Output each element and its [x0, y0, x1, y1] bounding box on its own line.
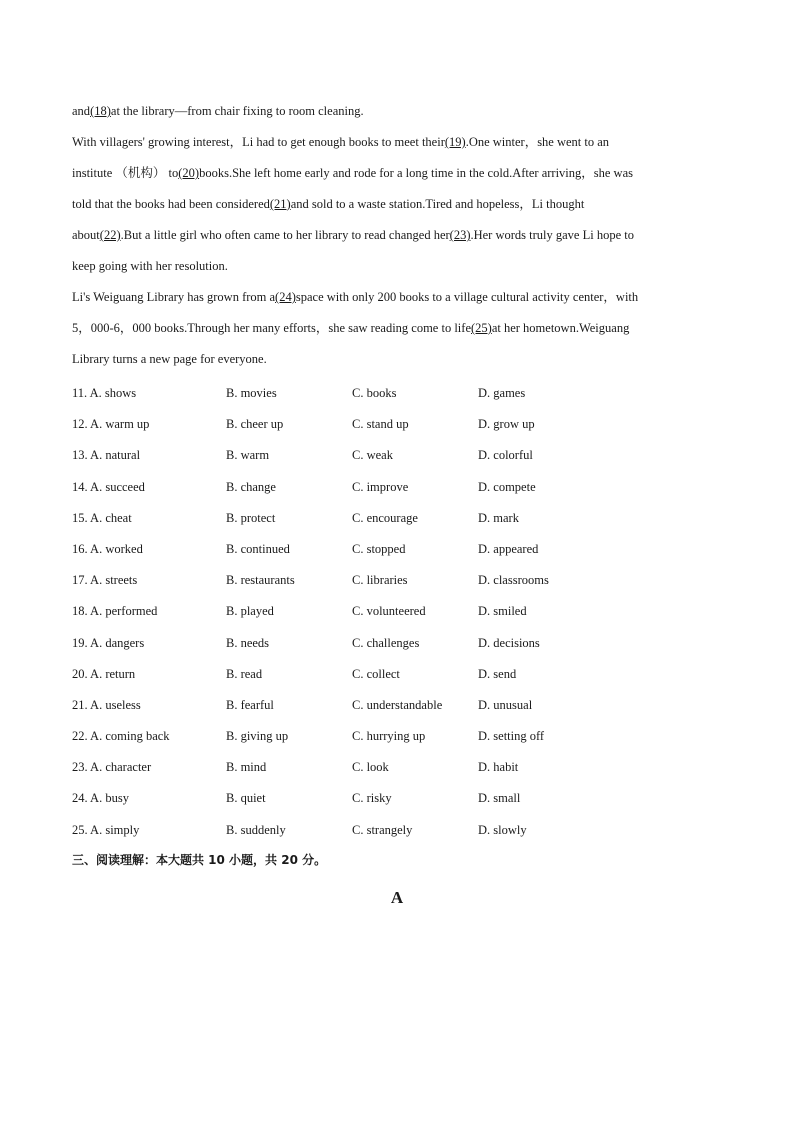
option-c: C. understandable — [352, 697, 443, 712]
question-row — [72, 534, 722, 565]
passage-text: .Her words truly gave Li hope to — [470, 228, 634, 242]
question-row — [72, 409, 722, 440]
passage-text: books.She left home early and rode for a long time in the cold.After arriving，she was — [199, 166, 633, 180]
option-b: B. movies — [226, 386, 277, 400]
question-row — [72, 472, 722, 503]
option-a: 23. A. character — [72, 760, 152, 775]
option-c: C. volunteered — [352, 604, 426, 619]
passage-line — [72, 313, 722, 344]
option-b: B. protect — [226, 510, 276, 525]
question-row — [72, 596, 722, 627]
option-d: D. appeared — [478, 541, 539, 556]
passage-text: Library turns a new page for everyone. — [72, 352, 267, 366]
cloze-passage — [72, 96, 722, 375]
option-c: C. risky — [352, 791, 392, 806]
option-b: B. played — [226, 604, 274, 619]
section-heading: 三、阅读理解：本大题共 10 小题，共 20 分。 — [72, 853, 327, 867]
passage-line — [72, 189, 722, 220]
passage-line — [72, 344, 722, 375]
option-c: C. stopped — [352, 541, 406, 556]
blank-number: (23) — [449, 228, 471, 242]
question-row — [72, 503, 722, 534]
option-d: D. colorful — [478, 448, 533, 463]
passage-text: keep going with her resolution. — [72, 259, 228, 273]
option-c: C. improve — [352, 479, 409, 494]
option-a: 19. A. dangers — [72, 635, 145, 650]
passage-line — [72, 158, 722, 189]
answer-options — [72, 378, 722, 846]
option-d: D. mark — [478, 510, 519, 525]
question-row — [72, 659, 722, 690]
option-c: C. collect — [352, 666, 400, 681]
option-c: C. libraries — [352, 573, 408, 588]
question-row — [72, 565, 722, 596]
blank-number: (24) — [275, 290, 296, 304]
passage-text: With villagers' growing interest，Li had to get enough books to meet their — [72, 135, 445, 149]
passage-text: space with only 200 books to a village cultural activity center，with — [295, 290, 639, 304]
option-a: 14. A. succeed — [72, 479, 145, 494]
passage-text: 5，000-6，000 books.Through her many efforts，she saw reading come to life — [72, 321, 471, 335]
option-b: B. cheer up — [226, 417, 284, 432]
passage-text: at her hometown.Weiguang — [491, 321, 630, 335]
passage-text: about — [72, 228, 100, 242]
question-row — [72, 378, 722, 409]
option-b: B. fearful — [226, 697, 274, 712]
option-d: D. small — [478, 791, 521, 806]
option-b: B. change — [226, 479, 276, 494]
option-b: B. mind — [226, 760, 267, 775]
option-a: 16. A. worked — [72, 541, 143, 556]
option-a: 20. A. return — [72, 666, 136, 681]
passage-line — [72, 251, 722, 282]
passage-line — [72, 127, 722, 158]
option-d: D. decisions — [478, 635, 540, 650]
passage-text: at the library—from chair fixing to room cleaning. — [110, 104, 364, 118]
passage-line — [72, 220, 722, 251]
option-d: D. unusual — [478, 697, 533, 712]
option-b: B. suddenly — [226, 822, 286, 837]
option-d: D. classrooms — [478, 573, 549, 588]
passage-text: and — [72, 104, 91, 118]
part-label: A — [390, 888, 404, 907]
option-b: B. giving up — [226, 729, 289, 744]
question-row — [72, 752, 722, 783]
passage-text: and sold to a waste station.Tired and hopeless，Li thought — [290, 197, 585, 211]
option-c: C. books — [352, 386, 397, 400]
option-a: 21. A. useless — [72, 697, 141, 712]
option-c: C. encourage — [352, 510, 418, 525]
option-d: D. send — [478, 666, 517, 681]
option-d: D. slowly — [478, 822, 527, 837]
option-a: 18. A. performed — [72, 604, 158, 619]
passage-text: told that the books had been considered — [72, 197, 270, 211]
question-row — [72, 440, 722, 471]
blank-number: (22) — [99, 228, 121, 242]
option-d: D. grow up — [478, 417, 535, 432]
option-b: B. read — [226, 666, 263, 681]
option-c: C. strangely — [352, 822, 413, 837]
question-row — [72, 690, 722, 721]
option-b: B. warm — [226, 448, 270, 463]
blank-number: (19) — [444, 135, 466, 149]
passage-text: institute （机构） to — [72, 166, 179, 180]
passage-line — [72, 282, 722, 313]
option-a: 24. A. busy — [72, 791, 129, 806]
option-a: 11. A. shows — [72, 386, 137, 400]
option-b: B. continued — [226, 541, 290, 556]
option-a: 13. A. natural — [72, 448, 141, 463]
blank-number: (18) — [90, 104, 111, 118]
question-row — [72, 815, 722, 846]
option-c: C. stand up — [352, 417, 409, 432]
option-d: D. setting off — [478, 729, 545, 744]
option-a: 15. A. cheat — [72, 510, 132, 525]
option-a: 22. A. coming back — [72, 729, 170, 744]
passage-text: .But a little girl who often came to her library to read changed her — [120, 228, 450, 242]
option-a: 25. A. simply — [72, 822, 140, 837]
blank-number: (21) — [269, 197, 291, 211]
blank-number: (25) — [471, 321, 492, 335]
option-a: 12. A. warm up — [72, 417, 150, 432]
option-a: 17. A. streets — [72, 573, 138, 588]
option-c: C. hurrying up — [352, 729, 426, 744]
option-d: D. games — [478, 386, 526, 400]
blank-number: (20) — [178, 166, 200, 180]
option-c: C. weak — [352, 448, 393, 463]
option-b: B. needs — [226, 635, 270, 650]
question-row — [72, 783, 722, 814]
option-c: C. look — [352, 760, 389, 775]
option-d: D. habit — [478, 760, 519, 775]
passage-text: .One winter，she went to an — [465, 135, 610, 149]
passage-line — [72, 96, 722, 127]
question-row — [72, 628, 722, 659]
option-c: C. challenges — [352, 635, 420, 650]
option-d: D. smiled — [478, 604, 527, 619]
passage-text: Li's Weiguang Library has grown from a — [72, 290, 276, 304]
option-d: D. compete — [478, 479, 536, 494]
option-b: B. quiet — [226, 791, 266, 806]
option-b: B. restaurants — [226, 573, 295, 588]
question-row — [72, 721, 722, 752]
